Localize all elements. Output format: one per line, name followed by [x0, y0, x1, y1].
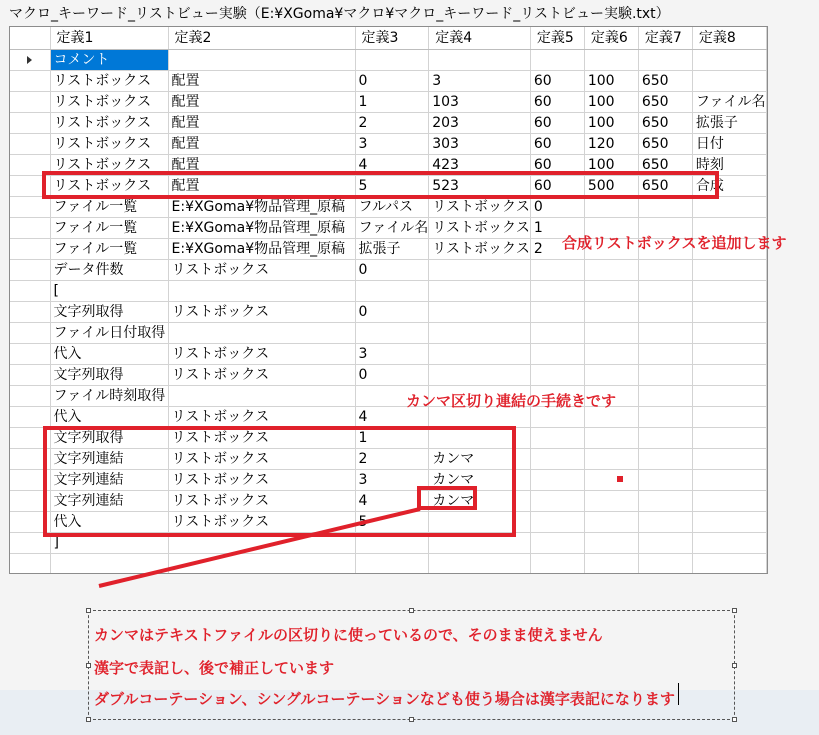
grid-cell[interactable]: 代入 [50, 406, 168, 427]
grid-cell[interactable]: ファイル一覧 [50, 238, 168, 259]
grid-cell[interactable]: ファイル一覧 [50, 196, 168, 217]
grid-cell[interactable]: 3 [355, 343, 429, 364]
grid-cell[interactable]: 拡張子 [355, 238, 429, 259]
grid-cell[interactable]: 650 [638, 91, 692, 112]
grid-cell[interactable]: 60 [530, 112, 584, 133]
grid-cell[interactable]: 650 [638, 154, 692, 175]
grid-cell[interactable]: 523 [429, 175, 531, 196]
grid-cell[interactable]: 配置 [168, 133, 355, 154]
grid-cell[interactable]: 2 [530, 238, 584, 259]
grid-cell[interactable]: 60 [530, 133, 584, 154]
textbox-line-2: 漢字で表記し、後で補正しています [94, 659, 335, 677]
grid-cell[interactable]: フルパス [355, 196, 429, 217]
grid-cell[interactable]: 0 [355, 259, 429, 280]
column-header[interactable]: 定義4 [429, 27, 531, 49]
grid-cell[interactable]: 2 [355, 112, 429, 133]
grid-cell[interactable]: 1 [355, 91, 429, 112]
grid-cell[interactable]: リストボックス [168, 511, 355, 532]
grid-cell[interactable]: 303 [429, 133, 531, 154]
grid-cell[interactable]: 0 [355, 70, 429, 91]
column-header[interactable]: 定義7 [638, 27, 692, 49]
grid-cell[interactable]: 5 [355, 175, 429, 196]
grid-cell[interactable]: 100 [584, 154, 638, 175]
grid-cell[interactable]: リストボックス [168, 469, 355, 490]
grid-cell[interactable]: 4 [355, 406, 429, 427]
grid-cell[interactable]: 1 [355, 427, 429, 448]
grid-cell[interactable]: ファイル名 [692, 91, 766, 112]
grid-cell[interactable]: リストボックス [50, 91, 168, 112]
resize-handle-bm[interactable] [409, 717, 414, 722]
grid-cell[interactable]: 時刻 [692, 154, 766, 175]
grid-cell[interactable]: 3 [355, 133, 429, 154]
grid-cell[interactable]: リストボックス [168, 364, 355, 385]
grid-cell[interactable]: ファイル名 [355, 217, 429, 238]
grid-cell[interactable]: リストボックス [50, 154, 168, 175]
grid-cell[interactable]: リストボックス [50, 112, 168, 133]
text-caret [678, 683, 679, 705]
grid-cell[interactable]: リストボックス [168, 259, 355, 280]
grid-cell[interactable]: カンマ [429, 448, 531, 469]
grid-cell[interactable]: 0 [355, 301, 429, 322]
grid-cell[interactable]: 配置 [168, 70, 355, 91]
resize-handle-tl[interactable] [86, 608, 91, 613]
grid-cell[interactable]: リストボックス [429, 196, 531, 217]
column-header[interactable]: 定義2 [168, 27, 355, 49]
grid-cell[interactable]: 日付 [692, 133, 766, 154]
resize-handle-bl[interactable] [86, 717, 91, 722]
column-header[interactable]: 定義8 [692, 27, 766, 49]
grid-cell[interactable]: ファイル時刻取得 [50, 385, 168, 406]
grid-cell[interactable]: 文字列連結 [50, 448, 168, 469]
grid-cell[interactable]: 650 [638, 70, 692, 91]
grid-cell[interactable]: E:¥XGoma¥物品管理_原稿 [168, 196, 355, 217]
grid-cell[interactable]: ファイル一覧 [50, 217, 168, 238]
grid-cell[interactable]: 60 [530, 175, 584, 196]
grid-cell[interactable]: 4 [355, 490, 429, 511]
grid-cell[interactable]: 650 [638, 112, 692, 133]
grid-cell[interactable]: リストボックス [168, 406, 355, 427]
grid-cell[interactable]: 文字列取得 [50, 427, 168, 448]
grid-cell[interactable]: 3 [429, 70, 531, 91]
grid-cell[interactable]: 100 [584, 91, 638, 112]
grid-cell[interactable]: リストボックス [50, 70, 168, 91]
grid-cell[interactable]: リストボックス [168, 490, 355, 511]
grid-cell[interactable]: 配置 [168, 175, 355, 196]
grid-cell[interactable]: 合成 [692, 175, 766, 196]
grid-cell[interactable]: 文字列取得 [50, 301, 168, 322]
grid-cell[interactable]: 3 [355, 469, 429, 490]
note-comma-concat: カンマ区切り連結の手続きです [406, 392, 617, 410]
grid-cell[interactable]: リストボックス [429, 238, 531, 259]
grid-cell[interactable]: ファイル日付取得 [50, 322, 168, 343]
grid-cell[interactable]: 1 [530, 217, 584, 238]
window-title: マクロ_キーワード_リストビュー実験（E:¥XGoma¥マクロ¥マクロ_キーワード_リストビュー実験.txt） [9, 6, 670, 22]
grid-cell[interactable]: E:¥XGoma¥物品管理_原稿 [168, 238, 355, 259]
grid-cell[interactable]: 文字列連結 [50, 469, 168, 490]
grid-cell[interactable]: リストボックス [168, 343, 355, 364]
textbox-line-1: カンマはテキストファイルの区切りに使っているので、そのまま使えません [94, 626, 603, 644]
note-textbox[interactable] [88, 610, 735, 720]
grid-cell[interactable]: 203 [429, 112, 531, 133]
grid-cell[interactable]: リストボックス [168, 427, 355, 448]
grid-cell[interactable]: [ [50, 280, 168, 301]
resize-handle-br[interactable] [732, 717, 737, 722]
grid-cell[interactable]: 2 [355, 448, 429, 469]
grid-cell[interactable]: 120 [584, 133, 638, 154]
grid-cell[interactable]: リストボックス [168, 301, 355, 322]
note-add-listbox: 合成リストボックスを追加します [562, 234, 787, 252]
column-header[interactable]: 定義1 [50, 27, 168, 49]
grid-cell[interactable]: 60 [530, 154, 584, 175]
grid-cell[interactable]: カンマ [429, 469, 531, 490]
grid-cell[interactable]: 0 [355, 364, 429, 385]
grid-cell[interactable]: リストボックス [50, 133, 168, 154]
column-header[interactable]: 定義3 [355, 27, 429, 49]
grid-cell[interactable]: コメント [50, 49, 168, 70]
resize-handle-tm[interactable] [409, 608, 414, 613]
resize-handle-tr[interactable] [732, 608, 737, 613]
column-header[interactable]: 定義6 [584, 27, 638, 49]
grid-cell[interactable]: 650 [638, 133, 692, 154]
grid-cell[interactable]: 文字列連結 [50, 490, 168, 511]
grid-cell[interactable]: リストボックス [168, 448, 355, 469]
grid-cell[interactable]: 100 [584, 112, 638, 133]
resize-handle-ml[interactable] [86, 663, 91, 668]
column-header[interactable]: 定義5 [530, 27, 584, 49]
grid-cell[interactable]: 配置 [168, 112, 355, 133]
textbox-line-3: ダブルコーテーション、シングルコーテーションなども使う場合は漢字表記になります [94, 690, 675, 708]
grid-cell[interactable]: リストボックス [429, 217, 531, 238]
grid-cell[interactable]: 4 [355, 154, 429, 175]
grid-cell[interactable]: 配置 [168, 154, 355, 175]
grid-cell[interactable]: 0 [530, 196, 584, 217]
grid-cell[interactable]: 650 [638, 175, 692, 196]
resize-handle-mr[interactable] [732, 663, 737, 668]
grid-cell[interactable]: 配置 [168, 91, 355, 112]
grid-cell[interactable]: ] [50, 532, 168, 553]
grid-cell[interactable]: E:¥XGoma¥物品管理_原稿 [168, 217, 355, 238]
grid-cell[interactable]: 103 [429, 91, 531, 112]
grid-cell[interactable]: 代入 [50, 511, 168, 532]
grid-cell[interactable]: 拡張子 [692, 112, 766, 133]
grid-cell[interactable]: 423 [429, 154, 531, 175]
grid-cell[interactable]: 500 [584, 175, 638, 196]
grid-cell[interactable]: リストボックス [50, 175, 168, 196]
grid-cell[interactable]: 100 [584, 70, 638, 91]
grid-cell[interactable]: 60 [530, 91, 584, 112]
grid-cell[interactable]: 文字列取得 [50, 364, 168, 385]
grid-cell[interactable]: 60 [530, 70, 584, 91]
grid-cell[interactable]: カンマ [429, 490, 531, 511]
grid-cell[interactable]: データ件数 [50, 259, 168, 280]
grid-cell[interactable]: 代入 [50, 343, 168, 364]
